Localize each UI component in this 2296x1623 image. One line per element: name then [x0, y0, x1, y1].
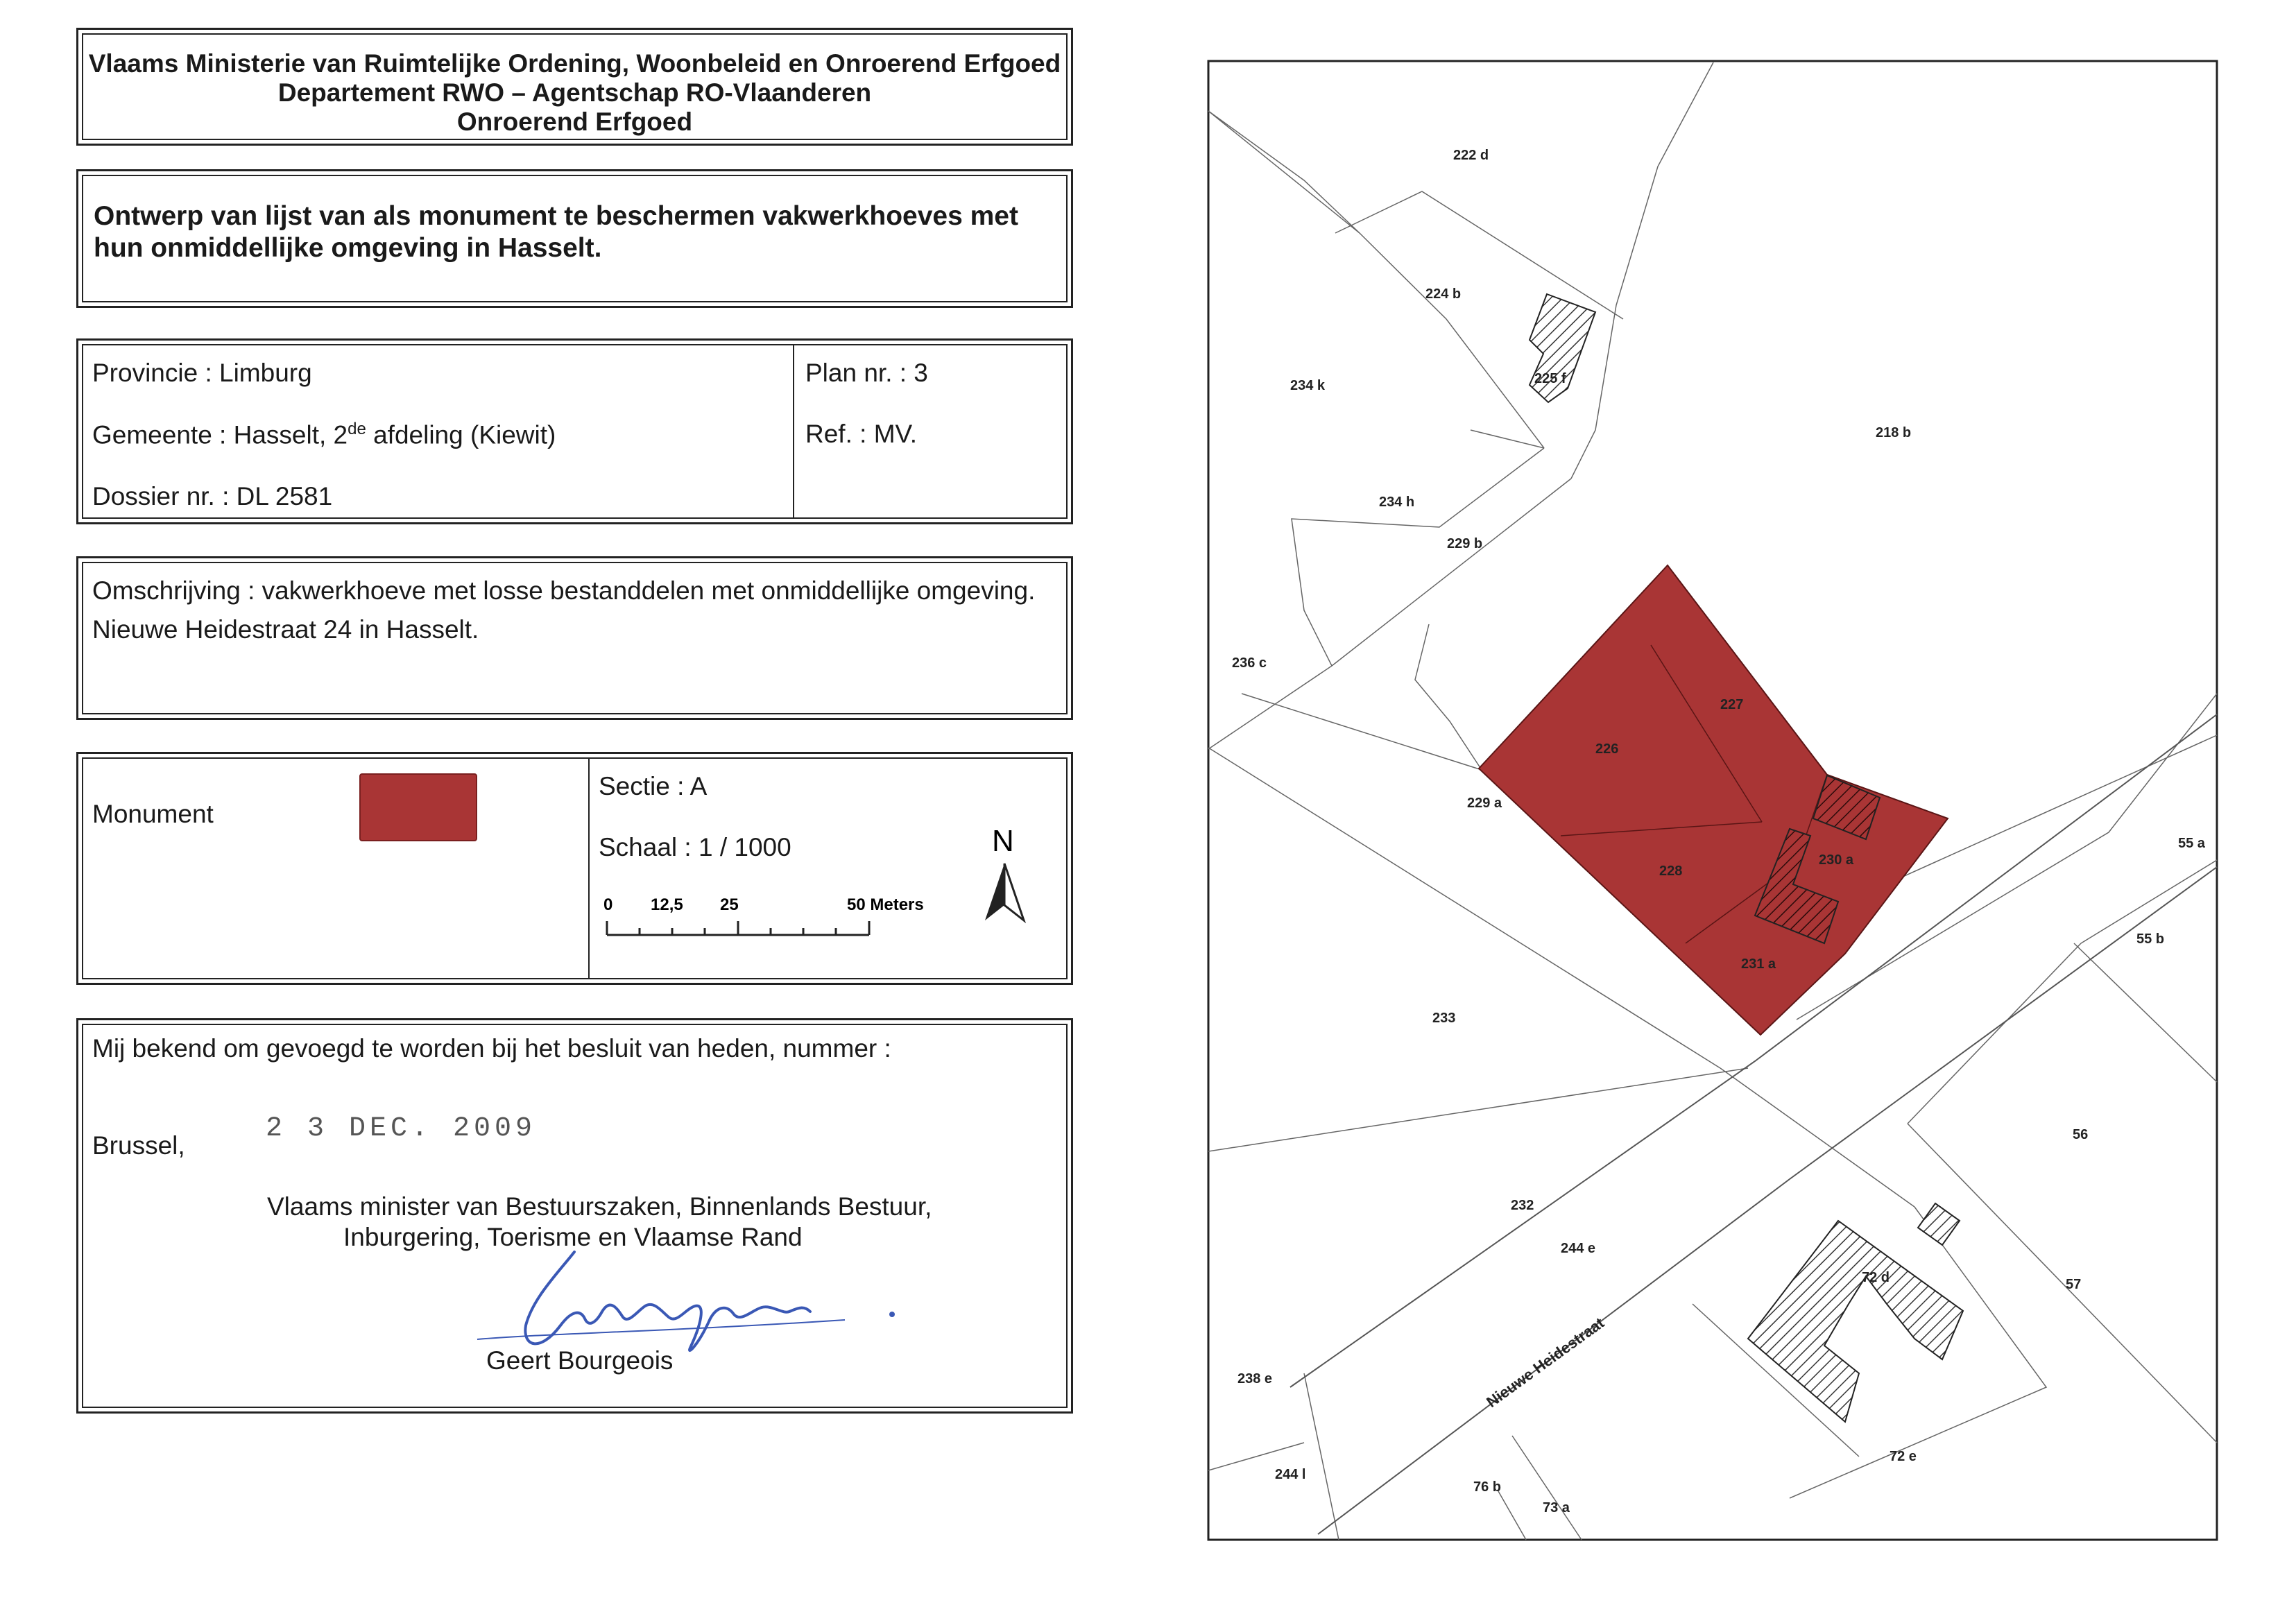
north-label: N [992, 824, 1014, 858]
north-arrow [977, 823, 1039, 927]
scale-tick-25: 25 [720, 895, 739, 914]
reference: Ref. : MV. [805, 420, 918, 448]
north-arrow-left [985, 864, 1004, 920]
parcel-234h: 234 h [1379, 495, 1415, 510]
parcel-72d: 72 d [1862, 1270, 1890, 1285]
date-stamp: 2 3 DEC. 2009 [266, 1113, 537, 1144]
scale-bar-line [607, 921, 869, 935]
document-title-line2: hun onmiddellijke omgeving in Hasselt. [94, 233, 602, 263]
parcel-55b: 55 b [2136, 931, 2165, 947]
parcel-228: 228 [1659, 864, 1683, 879]
department-title: Departement RWO – Agentschap RO-Vlaanderen [277, 78, 872, 107]
gemeente-superscript: de [348, 420, 366, 438]
description-line2: Nieuwe Heidestraat 24 in Hasselt. [92, 615, 479, 644]
parcel-222d: 222 d [1453, 148, 1489, 163]
description-box [76, 556, 1073, 720]
sectie-label: Sectie : A [599, 772, 708, 800]
parcel-229b: 229 b [1447, 536, 1483, 551]
title-box [76, 169, 1073, 308]
legend-divider [588, 757, 590, 979]
provincie-field: Provincie : Limburg [92, 359, 312, 387]
info-divider [793, 344, 794, 519]
parcel-229a: 229 a [1467, 796, 1502, 811]
legend-box [76, 752, 1073, 985]
parcel-55a: 55 a [2178, 836, 2205, 851]
approval-place: Brussel, [92, 1131, 185, 1160]
parcel-231a: 231 a [1741, 956, 1776, 972]
parcel-72e: 72 e [1890, 1449, 1917, 1464]
signature [456, 1242, 928, 1367]
minister-name: Geert Bourgeois [486, 1346, 674, 1375]
scale-tick-0: 0 [603, 895, 613, 914]
parcel-218b: 218 b [1876, 425, 1912, 440]
info-box [76, 338, 1073, 524]
parcel-244l: 244 l [1275, 1467, 1306, 1482]
approval-box [76, 1018, 1073, 1414]
parcel-230a: 230 a [1819, 852, 1854, 868]
parcel-226: 226 [1595, 741, 1619, 757]
parcel-233: 233 [1432, 1011, 1456, 1026]
parcel-232: 232 [1511, 1198, 1534, 1213]
monument-swatch [359, 773, 477, 841]
plan-number: Plan nr. : 3 [805, 359, 928, 387]
parcel-224b: 224 b [1425, 286, 1462, 302]
scale-tick-12-5: 12,5 [651, 895, 683, 914]
approval-intro: Mij bekend om gevoegd te worden bij het besluit van heden, nummer : [92, 1034, 891, 1063]
parcel-227: 227 [1720, 697, 1744, 712]
agency-title: Onroerend Erfgoed [456, 108, 693, 136]
parcel-76b: 76 b [1473, 1479, 1502, 1495]
parcel-244e: 244 e [1561, 1241, 1596, 1256]
gemeente-field [92, 420, 556, 449]
description-line1: Omschrijving : vakwerkhoeve met losse bestanddelen met onmiddellijke omgeving. [92, 576, 1036, 605]
gemeente-text: Gemeente : Hasselt, 2 [92, 420, 348, 449]
parcel-236c: 236 c [1232, 655, 1267, 671]
scale-bar [595, 889, 924, 959]
scale-tick-50: 50 Meters [847, 895, 924, 914]
monument-label: Monument [92, 800, 214, 828]
parcel-57: 57 [2066, 1277, 2082, 1292]
parcel-225f: 225 f [1534, 371, 1566, 386]
header-box [76, 28, 1073, 146]
parcel-56: 56 [2073, 1127, 2089, 1142]
minister-title-line2: Inburgering, Toerisme en Vlaamse Rand [343, 1223, 803, 1251]
parcel-234k: 234 k [1290, 378, 1326, 393]
scale-label: Schaal : 1 / 1000 [599, 833, 791, 861]
gemeente-afdeling: afdeling (Kiewit) [366, 420, 556, 449]
document-title-line1: Ontwerp van lijst van als monument te beschermen vakwerkhoeves met [94, 201, 1018, 231]
minister-title-line1: Vlaams minister van Bestuurszaken, Binnenlands Bestuur, [267, 1192, 932, 1221]
cadastral-map [1207, 60, 2220, 1543]
parcel-238e: 238 e [1237, 1371, 1273, 1386]
ministry-title: Vlaams Ministerie van Ruimtelijke Ordening, Woonbeleid en Onroerend Erfgoed [88, 49, 1061, 78]
dossier-field: Dossier nr. : DL 2581 [92, 482, 333, 510]
parcel-73a: 73 a [1543, 1500, 1570, 1515]
north-arrow-right [1004, 864, 1024, 920]
street-name: Nieuwe Heidestraat [1483, 1314, 1608, 1411]
